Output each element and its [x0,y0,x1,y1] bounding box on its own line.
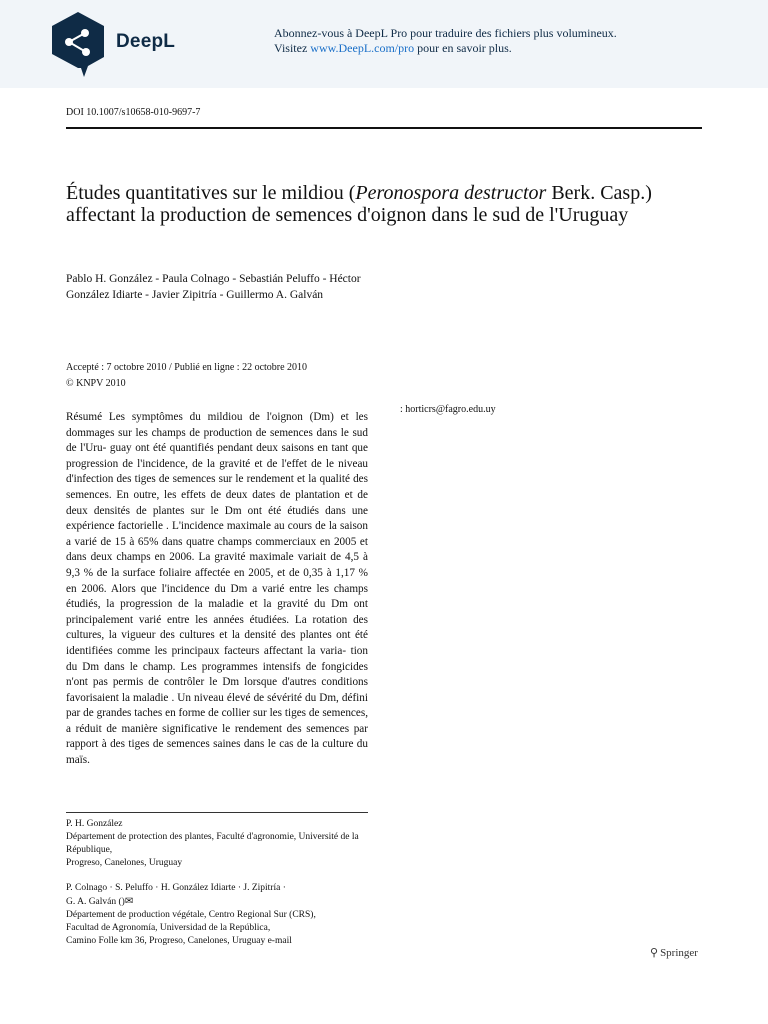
title-part-1: Études quantitatives sur le mildiou ( [66,182,356,204]
deepl-brand: DeepL [116,31,176,52]
publication-dates [66,360,307,392]
promo-suffix: pour en savoir plus. [414,41,512,55]
affil-1-dept: Département de protection des plantes, Faculté d'agronomie, Université de la République, [66,832,359,855]
springer-horse-icon: ⚲ [650,947,659,959]
affil-2-corresponding: G. A. Galván () [66,897,125,907]
affil-1-place: Progreso, Canelones, Uruguay [66,858,183,868]
affiliation-2 [66,882,376,948]
copyright-icon: © [66,378,74,389]
copyright [66,376,307,392]
affil-2-fac: Facultad de Agronomía, Universidad de la República, [66,923,271,933]
article-title [66,182,666,226]
promo-line-1: Abonnez-vous à DeepL Pro pour traduire des fichiers plus volumineux. [274,26,617,40]
affil-2-dept: Département de production végétale, Centro Regional Sur (CRS), [66,910,316,920]
contact-email: : horticrs@fagro.edu.uy [400,404,496,415]
springer-mark [650,946,698,959]
doi: DOI 10.1007/s10658-010-9697-7 [66,107,201,118]
deepl-pro-link[interactable]: www.DeepL.com/pro [310,41,415,55]
deepl-share-icon [52,12,104,77]
footnote-rule [66,812,368,813]
abstract: Résumé Les symptômes du mildiou de l'oignon (Dm) et les dommages sur les champs de production de semences dans le sud de l'Uru- guay ont été quantifiés pendant deux saisons en tant que progression de l'incidence, de la gravité et de l'effet de le niveau d'infection des tiges de semences sur le rendement et la qualité des semences. En outre, les effets de deux dates de plantation et de deux densités de plantes sur le Dm ont été étudiés dans une expérience factorielle . L'incidence maximale au cours de la saison a varié de 15 à 65% dans quatre champs commerciaux en 2005 et dans deux champs en 2006. La gravité maximale variait de 4,5 à 9,3 % de la surface foliaire affectée en 2005, et de 0,35 à 1,17 % en 2006. Alors que l'incidence du Dm a varié entre les champs étudiés, la progression de la maladie et la gravité du Dm ont principalement varié entre les années étudiées. La rotation des cultures, la vigueur des cultures et la densité des plantes ont été identifiées comme les principaux facteurs affectant la varia- tion du Dm dans le champ. Les programmes intensifs de fongicides n'ont pas permis de contrôler le Dm lorsque d'autres conditions favorisaient la maladie . Un niveau élevé de sévérité du Dm, défini par de grandes taches en forme de collier sur les tiges de semences, a réduit de manière significative le rendement des semences par rapport à des tiges de semences saines dans le cas de la culture du maïs. [66,411,368,767]
affil-2-place: Camino Folle km 36, Progreso, Canelones, Uruguay e-mail [66,936,292,946]
authors: Pablo H. González - Paula Colnago - Sebastián Peluffo - Héctor González Idiarte - Javier Zipitría - Guillermo A. Galván [66,273,361,301]
dates-line: Accepté : 7 octobre 2010 / Publié en ligne : 22 octobre 2010 [66,362,308,373]
copyright-text: KNPV 2010 [73,378,126,389]
title-part-2: Berk. Casp.) affectant la production de semences d'oignon dans le sud de l'Uruguay [66,182,652,226]
promo-line-2 [274,41,744,56]
affil-1-name: P. H. González [66,819,123,829]
promo-text [274,26,744,56]
title-species: Peronospora destructor [355,182,547,204]
affiliation-1 [66,818,376,870]
deepl-banner [0,0,768,88]
mail-icon[interactable]: ✉ [124,896,134,907]
affil-2-names-2 [66,895,376,909]
promo-prefix: Visitez [274,41,311,55]
header-rule [66,127,702,129]
affil-2-names: P. Colnago · S. Peluffo · H. González Idiarte · J. Zipitría · [66,883,286,893]
publisher-name: Springer [660,947,698,959]
